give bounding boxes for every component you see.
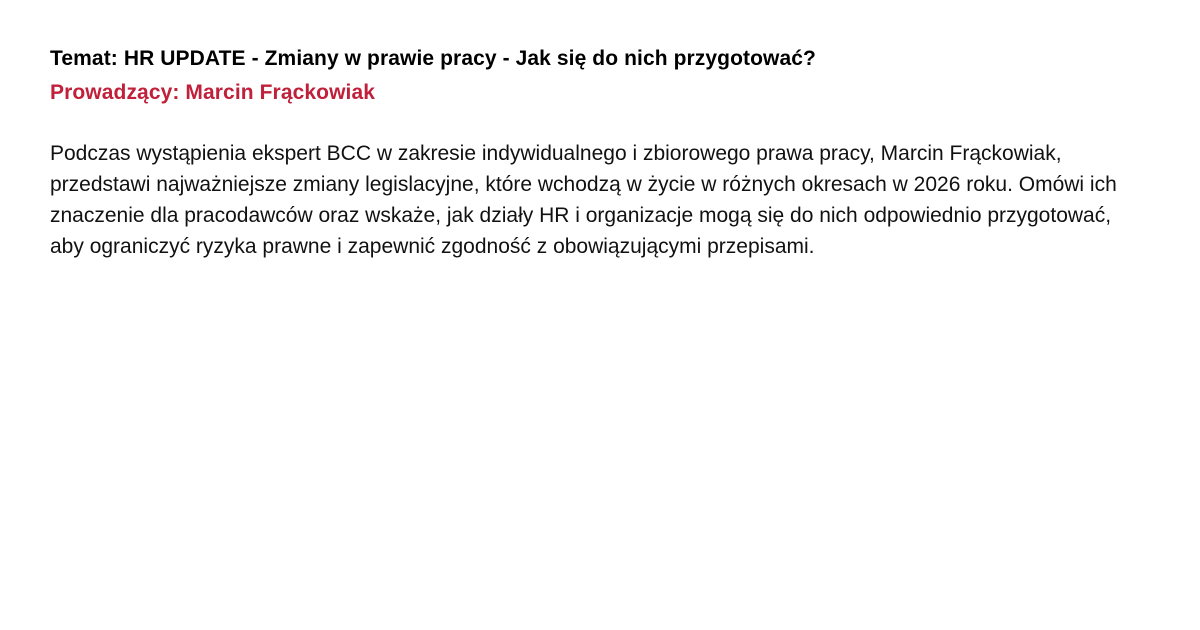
topic-heading: Temat: HR UPDATE - Zmiany w prawie pracy - Jak się do nich przygotować? xyxy=(50,47,816,70)
description-block xyxy=(50,138,1150,262)
speaker-heading: Prowadzący: Marcin Frąckowiak xyxy=(50,81,376,104)
description-paragraph: Podczas wystąpienia ekspert BCC w zakresie indywidualnego i zbiorowego prawa pracy, Marcin Frąckowiak, przedstawi najważniejsze zmiany legislacyjne, które wchodzą w życie w różnych okresach w 2026 roku. Omówi ich znaczenie dla pracodawców oraz wskaże, jak działy HR i organizacje mogą się do nich odpowiednio przygotować, aby ograniczyć ryzyka prawne i zapewnić zgodność z obowiązującymi przepisami. xyxy=(50,142,1117,258)
heading-block xyxy=(50,44,1150,108)
